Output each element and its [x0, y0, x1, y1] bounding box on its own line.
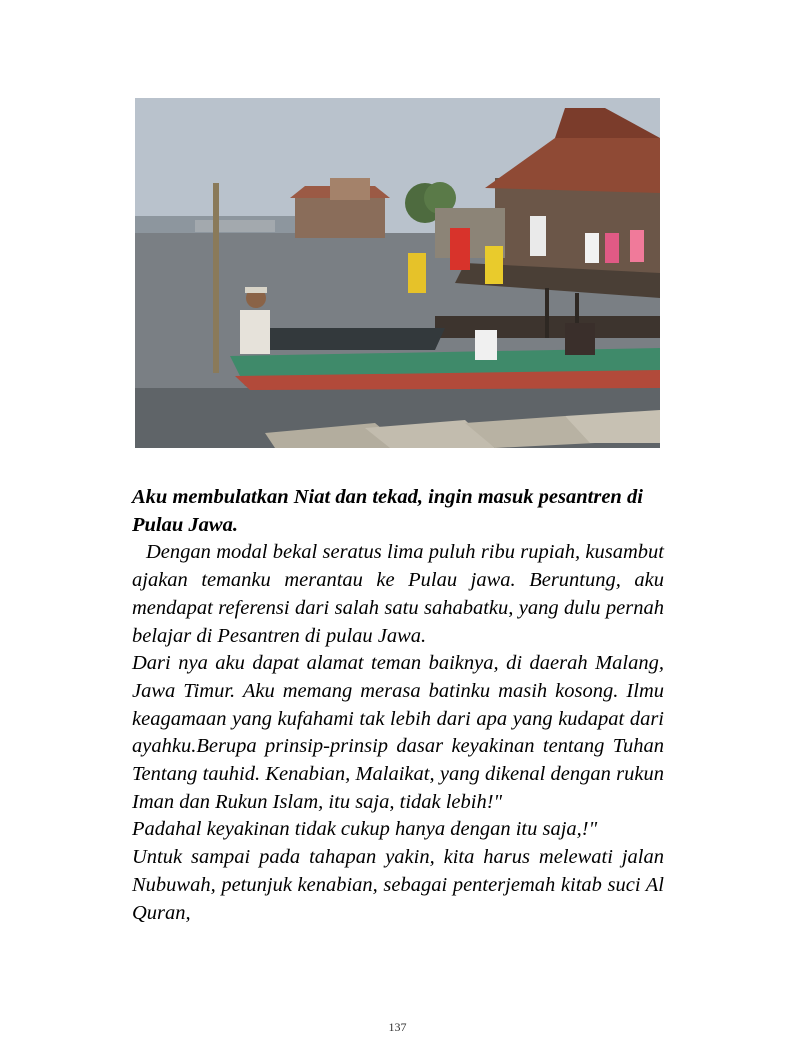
paragraph-1: Dengan modal bekal seratus lima puluh ribu rupiah, kusambut ajakan temanku merantau ke Pulau jawa. Beruntung, aku mendapat referensi dari salah satu sahabatku, yang dulu pernah belajar di Pesantren di pulau Jawa.	[132, 541, 664, 647]
paragraph-2: Dari nya aku dapat alamat teman baiknya, di daerah Malang, Jawa Timur. Aku memang merasa batinku masih kosong. Ilmu keagamaan yang kufahami tak lebih dari apa yang kudapat dari ayahku.Berupa prinsip-prinsip dasar keyakinan tentang Tuhan Tentang tauhid. Kenabian, Malaikat, yang dikenal dengan rukun Iman dan Rukun Islam, itu saja, tidak lebih!"	[132, 652, 664, 813]
paragraph-3: Padahal keyakinan tidak cukup hanya dengan itu saja,!"	[132, 818, 598, 841]
heading: Aku membulatkan Niat dan tekad, ingin masuk pesantren di Pulau Jawa.	[132, 486, 643, 536]
river-village-photo	[135, 98, 660, 448]
paragraph-4: Untuk sampai pada tahapan yakin, kita harus melewati jalan Nubuwah, petunjuk kenabian, sebagai penterjemah kitab suci Al Quran,	[132, 846, 664, 924]
page-number: 137	[388, 1020, 407, 1034]
body-text	[132, 484, 664, 927]
